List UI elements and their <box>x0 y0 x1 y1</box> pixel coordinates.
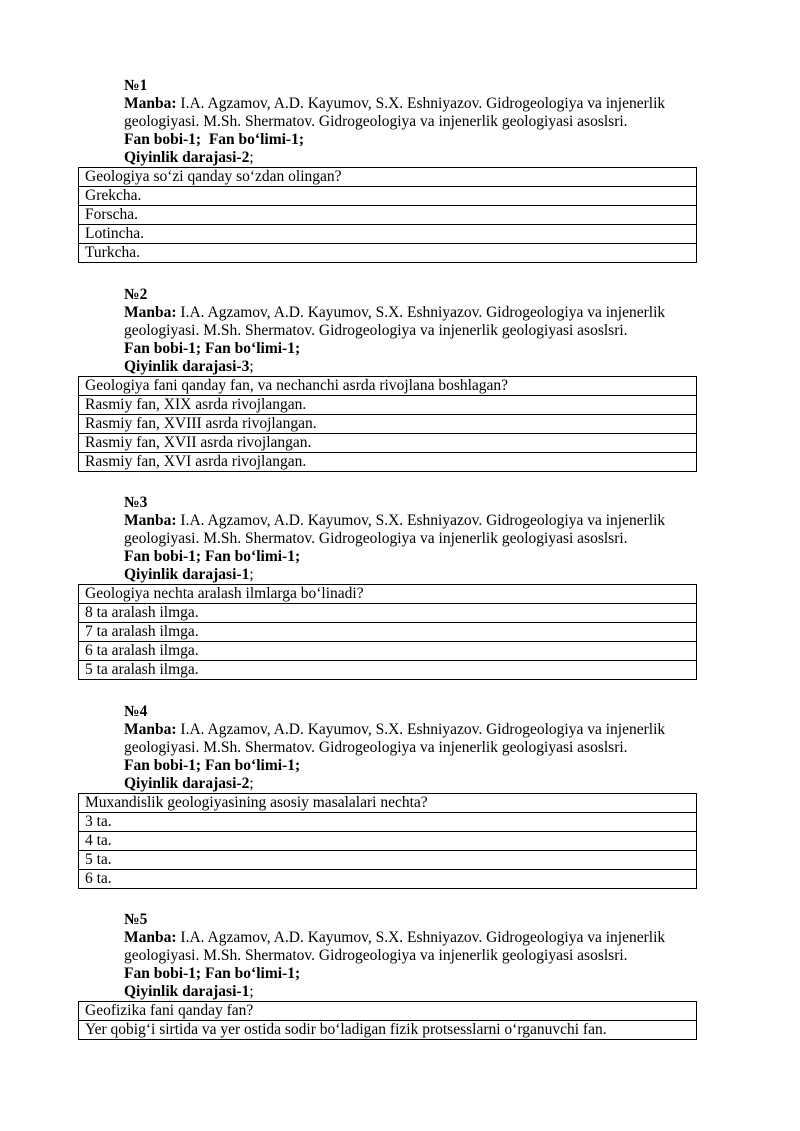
question-number: №3 <box>124 494 148 511</box>
question-table <box>78 793 697 889</box>
difficulty-label: Qiyinlik darajasi- <box>124 983 242 1000</box>
difficulty-line: Qiyinlik darajasi-1; <box>124 983 254 1000</box>
fan-line <box>124 131 714 149</box>
difficulty-label: Qiyinlik darajasi- <box>124 566 242 583</box>
fan-line <box>124 548 714 566</box>
answer-row <box>79 832 697 851</box>
difficulty-value: 1 <box>241 983 250 1000</box>
answer-option: 4 ta. <box>79 832 697 851</box>
source-line <box>124 304 714 322</box>
source-line <box>124 512 714 530</box>
question-block-3 <box>0 494 800 680</box>
fan-bobi: Fan bobi-1; <box>124 757 202 774</box>
source-text-continued: geologiyasi. M.Sh. Shermatov. Gidrogeologiya va injenerlik geologiyasi asoslsri. <box>124 947 628 964</box>
answer-row <box>79 604 697 623</box>
question-row <box>79 585 697 604</box>
source-text-continued: geologiyasi. M.Sh. Shermatov. Gidrogeologiya va injenerlik geologiyasi asoslsri. <box>124 113 628 130</box>
answer-option: Rasmiy fan, XIX asrda rivojlangan. <box>79 396 697 415</box>
answer-row <box>79 813 697 832</box>
question-text: Geologiya nechta aralash ilmlarga bo‘linadi? <box>79 585 697 604</box>
answer-option: 5 ta. <box>79 851 697 870</box>
question-text: Geofizika fani qanday fan? <box>79 1002 697 1021</box>
answer-row <box>79 225 697 244</box>
question-number: №2 <box>124 286 148 303</box>
answer-option: Rasmiy fan, XVIII asrda rivojlangan. <box>79 415 697 434</box>
source-text: I.A. Agzamov, A.D. Kayumov, S.X. Eshniyazov. Gidrogeologiya va injenerlik <box>176 721 666 738</box>
answer-option: 6 ta. <box>79 870 697 889</box>
answer-option: Turkcha. <box>79 244 697 263</box>
answer-option: Rasmiy fan, XVI asrda rivojlangan. <box>79 453 697 472</box>
difficulty-line: Qiyinlik darajasi-1; <box>124 566 254 583</box>
source-text: I.A. Agzamov, A.D. Kayumov, S.X. Eshniyazov. Gidrogeologiya va injenerlik <box>176 929 666 946</box>
question-table <box>78 376 697 472</box>
question-meta <box>124 911 714 1001</box>
difficulty-line: Qiyinlik darajasi-3; <box>124 358 254 375</box>
answer-option: Grekcha. <box>79 187 697 206</box>
answer-option: 5 ta aralash ilmga. <box>79 661 697 680</box>
answer-option: 7 ta aralash ilmga. <box>79 623 697 642</box>
source-text-continued: geologiyasi. M.Sh. Shermatov. Gidrogeologiya va injenerlik geologiyasi asoslsri. <box>124 739 628 756</box>
source-label: Manba: <box>124 512 177 529</box>
source-text-continued: geologiyasi. M.Sh. Shermatov. Gidrogeologiya va injenerlik geologiyasi asoslsri. <box>124 322 628 339</box>
question-number: №4 <box>124 703 148 720</box>
answer-option: 6 ta aralash ilmga. <box>79 642 697 661</box>
question-text: Geologiya so‘zi qanday so‘zdan olingan? <box>79 168 697 187</box>
question-row <box>79 168 697 187</box>
answer-row <box>79 187 697 206</box>
fan-bobi: Fan bobi-1; <box>124 548 202 565</box>
source-line <box>124 929 714 947</box>
difficulty-line: Qiyinlik darajasi-2; <box>124 775 254 792</box>
answer-row <box>79 642 697 661</box>
difficulty-value: 2 <box>241 775 250 792</box>
source-line <box>124 95 714 113</box>
fan-bolimi: Fan bo‘limi-1; <box>204 965 301 982</box>
question-number: №1 <box>124 77 148 94</box>
answer-option: Lotincha. <box>79 225 697 244</box>
fan-line <box>124 340 714 358</box>
fan-line <box>124 757 714 775</box>
difficulty-value: 1 <box>241 566 250 583</box>
difficulty-label: Qiyinlik darajasi- <box>124 358 242 375</box>
answer-option: Forscha. <box>79 206 697 225</box>
difficulty-value: 3 <box>241 358 250 375</box>
difficulty-label: Qiyinlik darajasi- <box>124 775 242 792</box>
question-table <box>78 167 697 263</box>
question-meta <box>124 286 714 376</box>
answer-row <box>79 1021 697 1040</box>
source-label: Manba: <box>124 721 177 738</box>
answer-option: 8 ta aralash ilmga. <box>79 604 697 623</box>
question-row <box>79 1002 697 1021</box>
question-table <box>78 1001 697 1040</box>
source-text: I.A. Agzamov, A.D. Kayumov, S.X. Eshniyazov. Gidrogeologiya va injenerlik <box>176 304 666 321</box>
answer-row <box>79 396 697 415</box>
answer-row <box>79 661 697 680</box>
source-text: I.A. Agzamov, A.D. Kayumov, S.X. Eshniyazov. Gidrogeologiya va injenerlik <box>176 512 666 529</box>
fan-bolimi: Fan bo‘limi-1; <box>204 548 301 565</box>
question-table <box>78 584 697 680</box>
source-text-continued: geologiyasi. M.Sh. Shermatov. Gidrogeologiya va injenerlik geologiyasi asoslsri. <box>124 530 628 547</box>
difficulty-line: Qiyinlik darajasi-2; <box>124 149 254 166</box>
answer-row <box>79 851 697 870</box>
question-row <box>79 377 697 396</box>
answer-row <box>79 623 697 642</box>
question-meta <box>124 77 714 167</box>
question-block-5 <box>0 911 800 1040</box>
source-text: I.A. Agzamov, A.D. Kayumov, S.X. Eshniyazov. Gidrogeologiya va injenerlik <box>176 95 666 112</box>
answer-row <box>79 434 697 453</box>
source-label: Manba: <box>124 95 177 112</box>
fan-bobi: Fan bobi-1; <box>124 965 202 982</box>
fan-bolimi: Fan bo‘limi-1; <box>204 757 301 774</box>
fan-bolimi: Fan bo‘limi-1; <box>208 131 304 148</box>
question-text: Geologiya fani qanday fan, va nechanchi asrda rivojlana boshlagan? <box>79 377 697 396</box>
question-number: №5 <box>124 911 148 928</box>
answer-option: Yer qobig‘i sirtida va yer ostida sodir bo‘ladigan fizik protsesslarni o‘rganuvchi fan. <box>79 1021 697 1040</box>
answer-option: Rasmiy fan, XVII asrda rivojlangan. <box>79 434 697 453</box>
question-block-1 <box>0 77 800 263</box>
fan-bolimi: Fan bo‘limi-1; <box>204 340 301 357</box>
fan-bobi: Fan bobi-1; <box>124 340 202 357</box>
source-line <box>124 721 714 739</box>
fan-bobi: Fan bobi-1; <box>124 131 202 148</box>
source-label: Manba: <box>124 929 177 946</box>
question-text: Muxandislik geologiyasining asosiy masalalari nechta? <box>79 794 697 813</box>
source-label: Manba: <box>124 304 177 321</box>
question-meta <box>124 703 714 793</box>
answer-row <box>79 415 697 434</box>
difficulty-label: Qiyinlik darajasi- <box>124 149 242 166</box>
difficulty-value: 2 <box>241 149 250 166</box>
fan-line <box>124 965 714 983</box>
answer-option: 3 ta. <box>79 813 697 832</box>
answer-row <box>79 453 697 472</box>
answer-row <box>79 244 697 263</box>
question-block-4 <box>0 703 800 889</box>
answer-row <box>79 206 697 225</box>
question-meta <box>124 494 714 584</box>
question-block-2 <box>0 286 800 472</box>
question-row <box>79 794 697 813</box>
answer-row <box>79 870 697 889</box>
